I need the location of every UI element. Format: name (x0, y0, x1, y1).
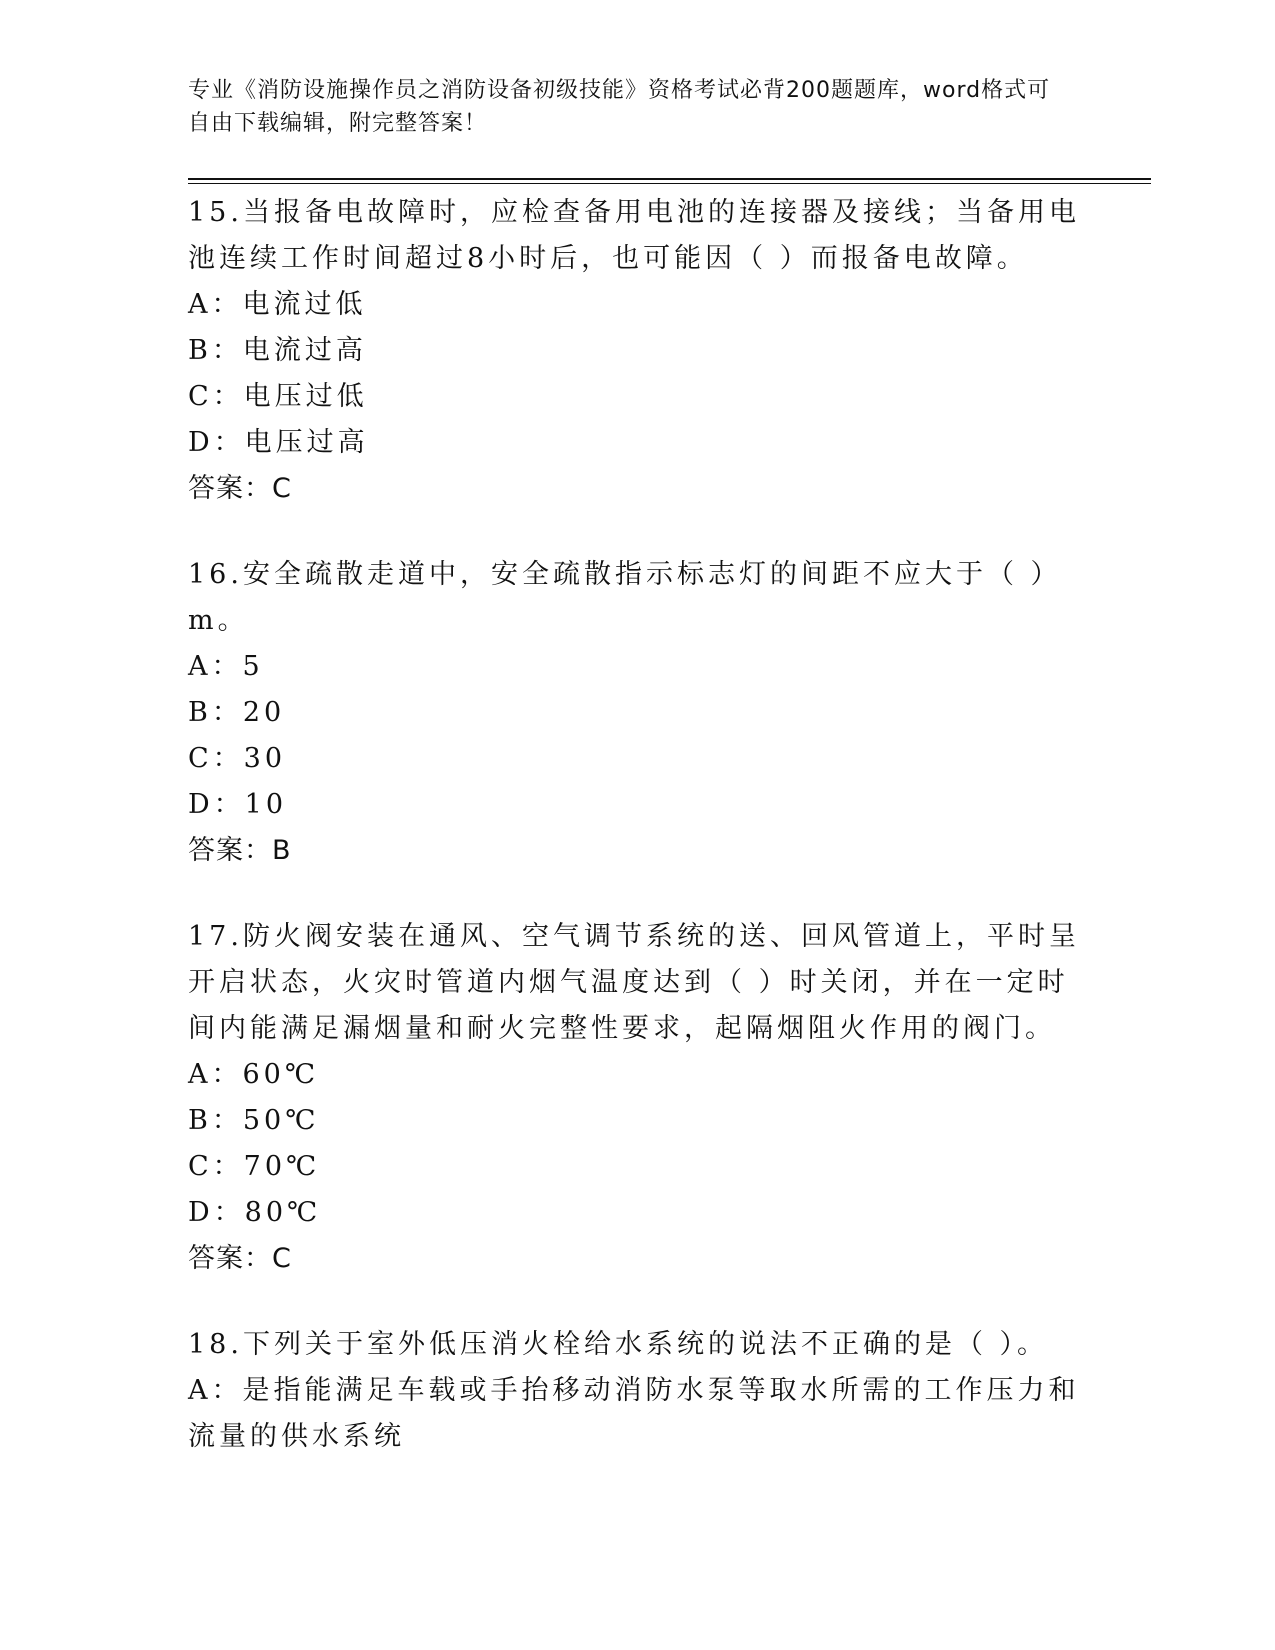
option-c: C：70℃ (188, 1151, 321, 1182)
option-d: D：10 (188, 789, 288, 820)
option-a: A：是指能满足车载或手抬移动消防水泵等取水所需的工作压力和流量的供水系统 (188, 1375, 1080, 1452)
question-stem: 17.防火阀安装在通风、空气调节系统的送、回风管道上，平时呈开启状态，火灾时管道内烟气温度达到（ ）时关闭，并在一定时间内能满足漏烟量和耐火完整性要求，起隔烟阻火作用的阀门。 (188, 921, 1080, 1044)
question-stem: 18.下列关于室外低压消火栓给水系统的说法不正确的是（ ）。 (188, 1329, 1049, 1360)
question-16 (188, 552, 1088, 874)
answer-text: 答案：B (188, 835, 292, 866)
option-a: A：60℃ (188, 1059, 320, 1090)
question-list (188, 190, 1088, 1500)
document-header: 专业《消防设施操作员之消防设备初级技能》资格考试必背200题题库，word格式可自由下载编辑，附完整答案！ (188, 78, 1051, 136)
option-b: B：电流过高 (188, 335, 367, 366)
answer-text: 答案：C (188, 1243, 292, 1274)
option-c: C：30 (188, 743, 287, 774)
question-stem: 15.当报备电故障时，应检查备用电池的连接器及接线；当备用电池连续工作时间超过8小时后，也可能因（ ）而报备电故障。 (188, 197, 1080, 274)
option-a: A：电流过低 (188, 289, 367, 320)
option-d: D：电压过高 (188, 427, 369, 458)
option-a: A：5 (188, 651, 264, 682)
option-d: D：80℃ (188, 1197, 322, 1228)
question-stem: 16.安全疏散走道中，安全疏散指示标志灯的间距不应大于（ ）m。 (188, 559, 1062, 636)
option-b: B：20 (188, 697, 286, 728)
answer-text: 答案：C (188, 473, 292, 504)
header-divider-thick (188, 178, 1151, 180)
header-divider-thin (188, 183, 1151, 184)
question-17 (188, 914, 1088, 1282)
question-15 (188, 190, 1088, 512)
option-b: B：50℃ (188, 1105, 320, 1136)
option-c: C：电压过低 (188, 381, 368, 412)
question-18 (188, 1322, 1088, 1460)
